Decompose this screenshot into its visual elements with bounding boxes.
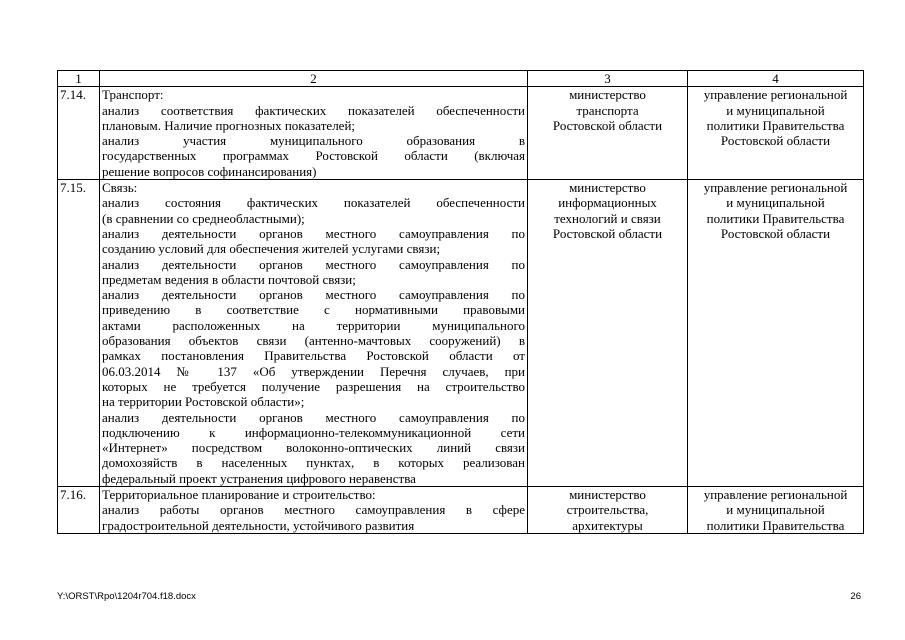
header-col-1: 1 <box>58 71 100 87</box>
executor-line: Ростовской области <box>552 117 663 133</box>
row-coexecutor <box>688 180 864 487</box>
description-line: (в сравнении со среднеобластными); <box>102 210 305 226</box>
header-col-4: 4 <box>688 71 864 87</box>
header-col-3: 3 <box>528 71 688 87</box>
table-body <box>58 87 864 534</box>
description-line: актами расположенных на территории муниципального <box>102 317 525 333</box>
description-line: Связь: <box>102 180 138 196</box>
description-line: 06.03.2014 № 137 «Об утверждении Перечня случаев, при <box>102 363 525 379</box>
row-description <box>100 180 528 487</box>
executor-line: министерство <box>569 87 646 103</box>
description-line: Территориальное планирование и строительство: <box>102 487 376 503</box>
executor-line: технологий и связи <box>554 210 661 226</box>
row-number: 7.15. <box>58 180 100 487</box>
row-executor <box>528 487 688 534</box>
description-line: градостроительной деятельности, устойчивого развития <box>102 517 415 533</box>
description-line: которых не требуется получение разрешения на строительство <box>102 378 525 394</box>
description-line: «Интернет» посредством волоконно-оптических линий связи <box>102 440 525 456</box>
executor-line: министерство <box>569 180 646 196</box>
description-line: предметам ведения в области почтовой связи; <box>102 271 356 287</box>
executor-line: архитектуры <box>572 517 643 533</box>
description-line: анализ участия муниципального образования в <box>102 133 525 149</box>
description-line: анализ деятельности органов местного самоуправления по <box>102 256 525 272</box>
coexecutor-line: и муниципальной <box>726 502 825 518</box>
coexecutor-line: Ростовской области <box>720 133 831 149</box>
executor-line: строительства, <box>566 502 649 518</box>
coexecutor-line: политики Правительства <box>706 210 845 226</box>
description-line: государственных программах Ростовской области (включая <box>102 148 525 164</box>
description-line: анализ деятельности органов местного самоуправления по <box>102 409 525 425</box>
row-executor <box>528 87 688 180</box>
table-row <box>58 87 864 180</box>
table-row <box>58 180 864 487</box>
coexecutor-line: управление региональной <box>703 487 848 503</box>
description-line: анализ работы органов местного самоуправления в сфере <box>102 502 525 518</box>
row-number: 7.14. <box>58 87 100 180</box>
coexecutor-line: управление региональной <box>703 180 848 196</box>
description-line: анализ состояния фактических показателей обеспеченности <box>102 195 525 211</box>
description-line: рамках постановления Правительства Ростовской области от <box>102 348 525 364</box>
description-line: созданию условий для обеспечения жителей услугами связи; <box>102 241 441 257</box>
coexecutor-line: управление региональной <box>703 87 848 103</box>
coexecutor-line: и муниципальной <box>726 102 825 118</box>
description-line: решение вопросов софинансирования) <box>102 163 317 179</box>
description-line: анализ деятельности органов местного самоуправления по <box>102 225 525 241</box>
table-header-row <box>58 71 864 87</box>
coexecutor-line: и муниципальной <box>726 195 825 211</box>
description-line: плановым. Наличие прогнозных показателей; <box>102 117 356 133</box>
executor-line: Ростовской области <box>552 225 663 241</box>
footer-file-path: Y:\ORST\Rpo\1204r704.f18.docx <box>57 591 196 602</box>
executor-line: информационных <box>558 195 657 211</box>
description-line: Транспорт: <box>102 87 164 103</box>
description-line: на территории Ростовской области»; <box>102 394 305 410</box>
row-number: 7.16. <box>58 487 100 534</box>
row-coexecutor <box>688 87 864 180</box>
coexecutor-line: политики Правительства <box>706 117 845 133</box>
coexecutor-line: Ростовской области <box>720 225 831 241</box>
executor-line: министерство <box>569 487 646 503</box>
table-row <box>58 487 864 534</box>
description-line: федеральный проект устранения цифрового неравенства <box>102 470 416 486</box>
coexecutor-line: политики Правительства <box>706 517 845 533</box>
description-line: анализ деятельности органов местного самоуправления по <box>102 287 525 303</box>
row-description <box>100 87 528 180</box>
footer-page-number: 26 <box>850 591 861 602</box>
row-executor <box>528 180 688 487</box>
header-col-2: 2 <box>100 71 528 87</box>
executor-line: транспорта <box>576 102 639 118</box>
plan-table <box>57 70 864 534</box>
description-line: подключению к информационно-телекоммуникационной сети <box>102 424 525 440</box>
description-line: образования объектов связи (антенно-мачтовых сооружений) в <box>102 333 525 349</box>
description-line: анализ соответствия фактических показателей обеспеченности <box>102 102 525 118</box>
description-line: приведению в соответствие с нормативными правовыми <box>102 302 525 318</box>
row-description <box>100 487 528 534</box>
description-line: домохозяйств в населенных пунктах, в которых реализован <box>102 455 525 471</box>
row-coexecutor <box>688 487 864 534</box>
